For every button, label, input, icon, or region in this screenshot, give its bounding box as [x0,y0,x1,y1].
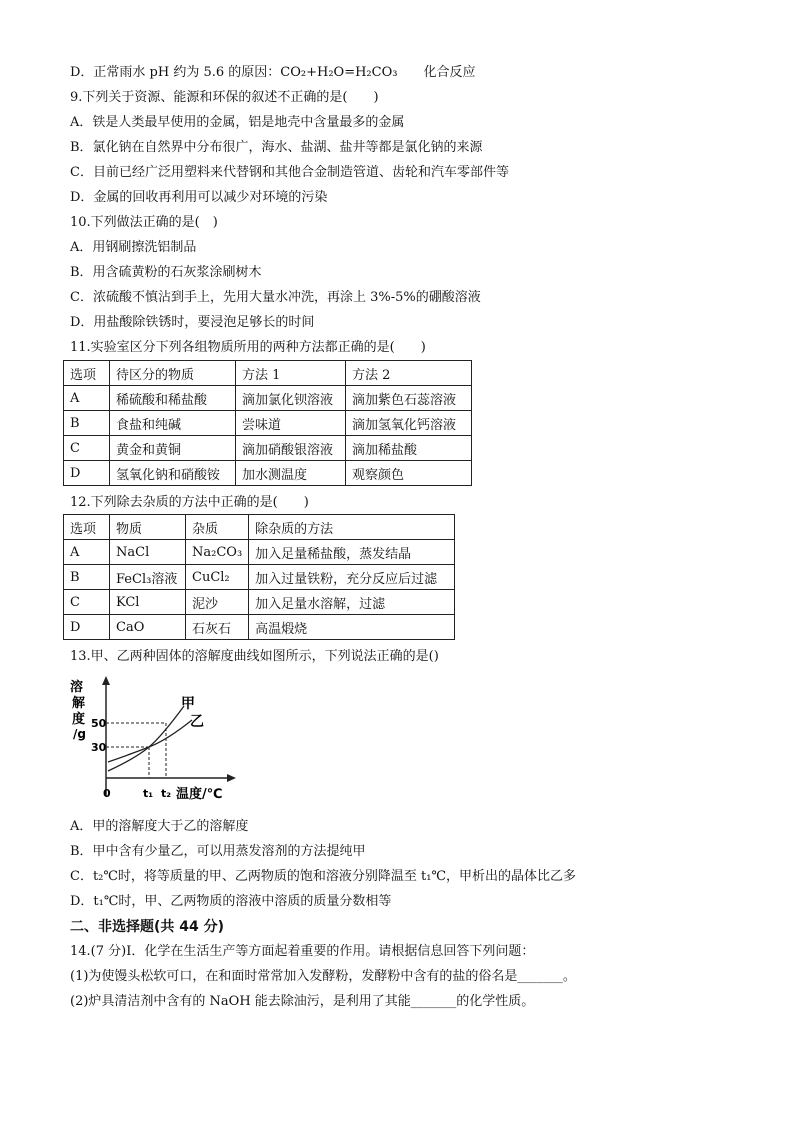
table-cell: D [64,461,110,486]
table-header-cell: 杂质 [186,515,249,540]
table-header-row [64,361,472,386]
table-row [64,615,455,640]
x-tick-t1: t₁ [143,787,154,800]
y-label-char: /g [73,727,86,741]
table-cell: 食盐和纯碱 [110,411,236,436]
q8-option-d: D．正常雨水 pH 约为 5.6 的原因：CO₂+H₂O=H₂CO₃ 化合反应 [70,65,476,80]
q9-option-c: C．目前已经广泛用塑料来代替钢和其他合金制造管道、齿轮和汽车零部件等 [70,165,509,180]
q10-stem: 10.下列做法正确的是( ) [70,215,218,230]
q11-stem: 11.实验室区分下列各组物质所用的两种方法都正确的是( ) [70,340,426,355]
table-header-cell: 方法 1 [236,361,346,386]
x-axis-arrow [227,774,236,782]
table-cell: 滴加紫色石蕊溶液 [346,386,472,411]
y-label-char: 度 [72,712,86,727]
table-row [64,436,472,461]
curve-yi [108,720,192,762]
table-cell: B [64,565,110,590]
q9-option-b: B．氯化钠在自然界中分布很广，海水、盐湖、盐井等都是氯化钠的来源 [70,140,483,155]
y-tick-30: 30 [91,741,107,754]
table-cell: 滴加氢氧化钙溶液 [346,411,472,436]
table-cell: 滴加稀盐酸 [346,436,472,461]
q13-option-d: D．t₁℃时，甲、乙两物质的溶液中溶质的质量分数相等 [70,894,392,909]
table-row [64,386,472,411]
table-cell: 尝味道 [236,411,346,436]
q10-option-c: C．浓硫酸不慎沾到手上，先用大量水冲洗，再涂上 3%-5%的硼酸溶液 [70,290,481,305]
table-cell: 稀硫酸和稀盐酸 [110,386,236,411]
x-tick-t2: t₂ [161,787,172,800]
table-header-cell: 选项 [64,515,110,540]
table-cell: 滴加氯化钡溶液 [236,386,346,411]
q14-stem: 14.(7 分)I．化学在生活生产等方面起着重要的作用。请根据信息回答下列问题： [70,944,535,959]
origin-label: 0 [103,787,111,800]
q14-part-1: (1)为使馒头松软可口，在和面时常常加入发酵粉，发酵粉中含有的盐的俗名是_______。 [70,969,576,984]
table-cell: 泥沙 [186,590,249,615]
y-tick-50: 50 [91,717,107,730]
table-cell: 滴加硝酸银溶液 [236,436,346,461]
table-row [64,411,472,436]
curve-jia [108,706,184,771]
table-header-row [64,515,455,540]
table-row [64,565,455,590]
q9-option-d: D．金属的回收再利用可以减少对环境的污染 [70,190,328,205]
x-axis-label: 温度/℃ [176,787,223,802]
table-cell: 观察颜色 [346,461,472,486]
q10-option-b: B．用含硫黄粉的石灰浆涂刷树木 [70,265,262,280]
y-label-char: 溶 [70,680,84,695]
solubility-graph [66,668,246,810]
table-cell: 加入足量稀盐酸，蒸发结晶 [249,540,455,565]
y-axis-arrow [102,676,110,685]
table-row [64,590,455,615]
table-cell: C [64,590,110,615]
table-cell: C [64,436,110,461]
table-cell: A [64,540,110,565]
q13-option-c: C．t₂℃时，将等质量的甲、乙两物质的饱和溶液分别降温至 t₁℃，甲析出的晶体比乙多 [70,869,577,884]
table-cell: 加水测温度 [236,461,346,486]
table-header-cell: 选项 [64,361,110,386]
curve-label-jia: 甲 [181,696,195,712]
q9-option-a: A．铁是人类最早使用的金属，铝是地壳中含量最多的金属 [70,115,405,130]
table-header-cell: 除杂质的方法 [249,515,455,540]
table-row [64,540,455,565]
table-cell: D [64,615,110,640]
table-cell: B [64,411,110,436]
table-cell: NaCl [110,540,186,565]
q10-option-a: A．用钢刷擦洗铝制品 [70,240,197,255]
table-cell: CaO [110,615,186,640]
curve-label-yi: 乙 [190,714,204,730]
table-cell: 石灰石 [186,615,249,640]
table-cell: 氢氧化钠和硝酸铵 [110,461,236,486]
table-cell: 高温煅烧 [249,615,455,640]
table-header-cell: 待区分的物质 [110,361,236,386]
q10-option-d: D．用盐酸除铁锈时，要浸泡足够长的时间 [70,315,315,330]
q9-stem: 9.下列关于资源、能源和环保的叙述不正确的是( ) [70,90,379,105]
q12-table [63,514,455,640]
table-cell: KCl [110,590,186,615]
table-header-cell: 方法 2 [346,361,472,386]
table-row [64,461,472,486]
q13-option-a: A．甲的溶解度大于乙的溶解度 [70,819,249,834]
section-title: 二、非选择题(共 44 分) [70,919,225,935]
table-cell: 加入足量水溶解，过滤 [249,590,455,615]
table-cell: 黄金和黄铜 [110,436,236,461]
y-label-char: 解 [72,696,86,711]
table-cell: 加入过量铁粉，充分反应后过滤 [249,565,455,590]
q13-option-b: B．甲中含有少量乙，可以用蒸发溶剂的方法提纯甲 [70,844,366,859]
q12-stem: 12.下列除去杂质的方法中正确的是( ) [70,495,309,510]
q14-part-2: (2)炉具清洁剂中含有的 NaOH 能去除油污，是利用了其能_______的化学性质。 [70,994,535,1009]
q13-stem: 13.甲、乙两种固体的溶解度曲线如图所示，下列说法正确的是() [70,649,439,664]
table-cell: CuCl₂ [186,565,249,590]
table-cell: A [64,386,110,411]
table-cell: FeCl₃溶液 [110,565,186,590]
table-cell: Na₂CO₃ [186,540,249,565]
table-header-cell: 物质 [110,515,186,540]
q11-table [63,360,472,486]
